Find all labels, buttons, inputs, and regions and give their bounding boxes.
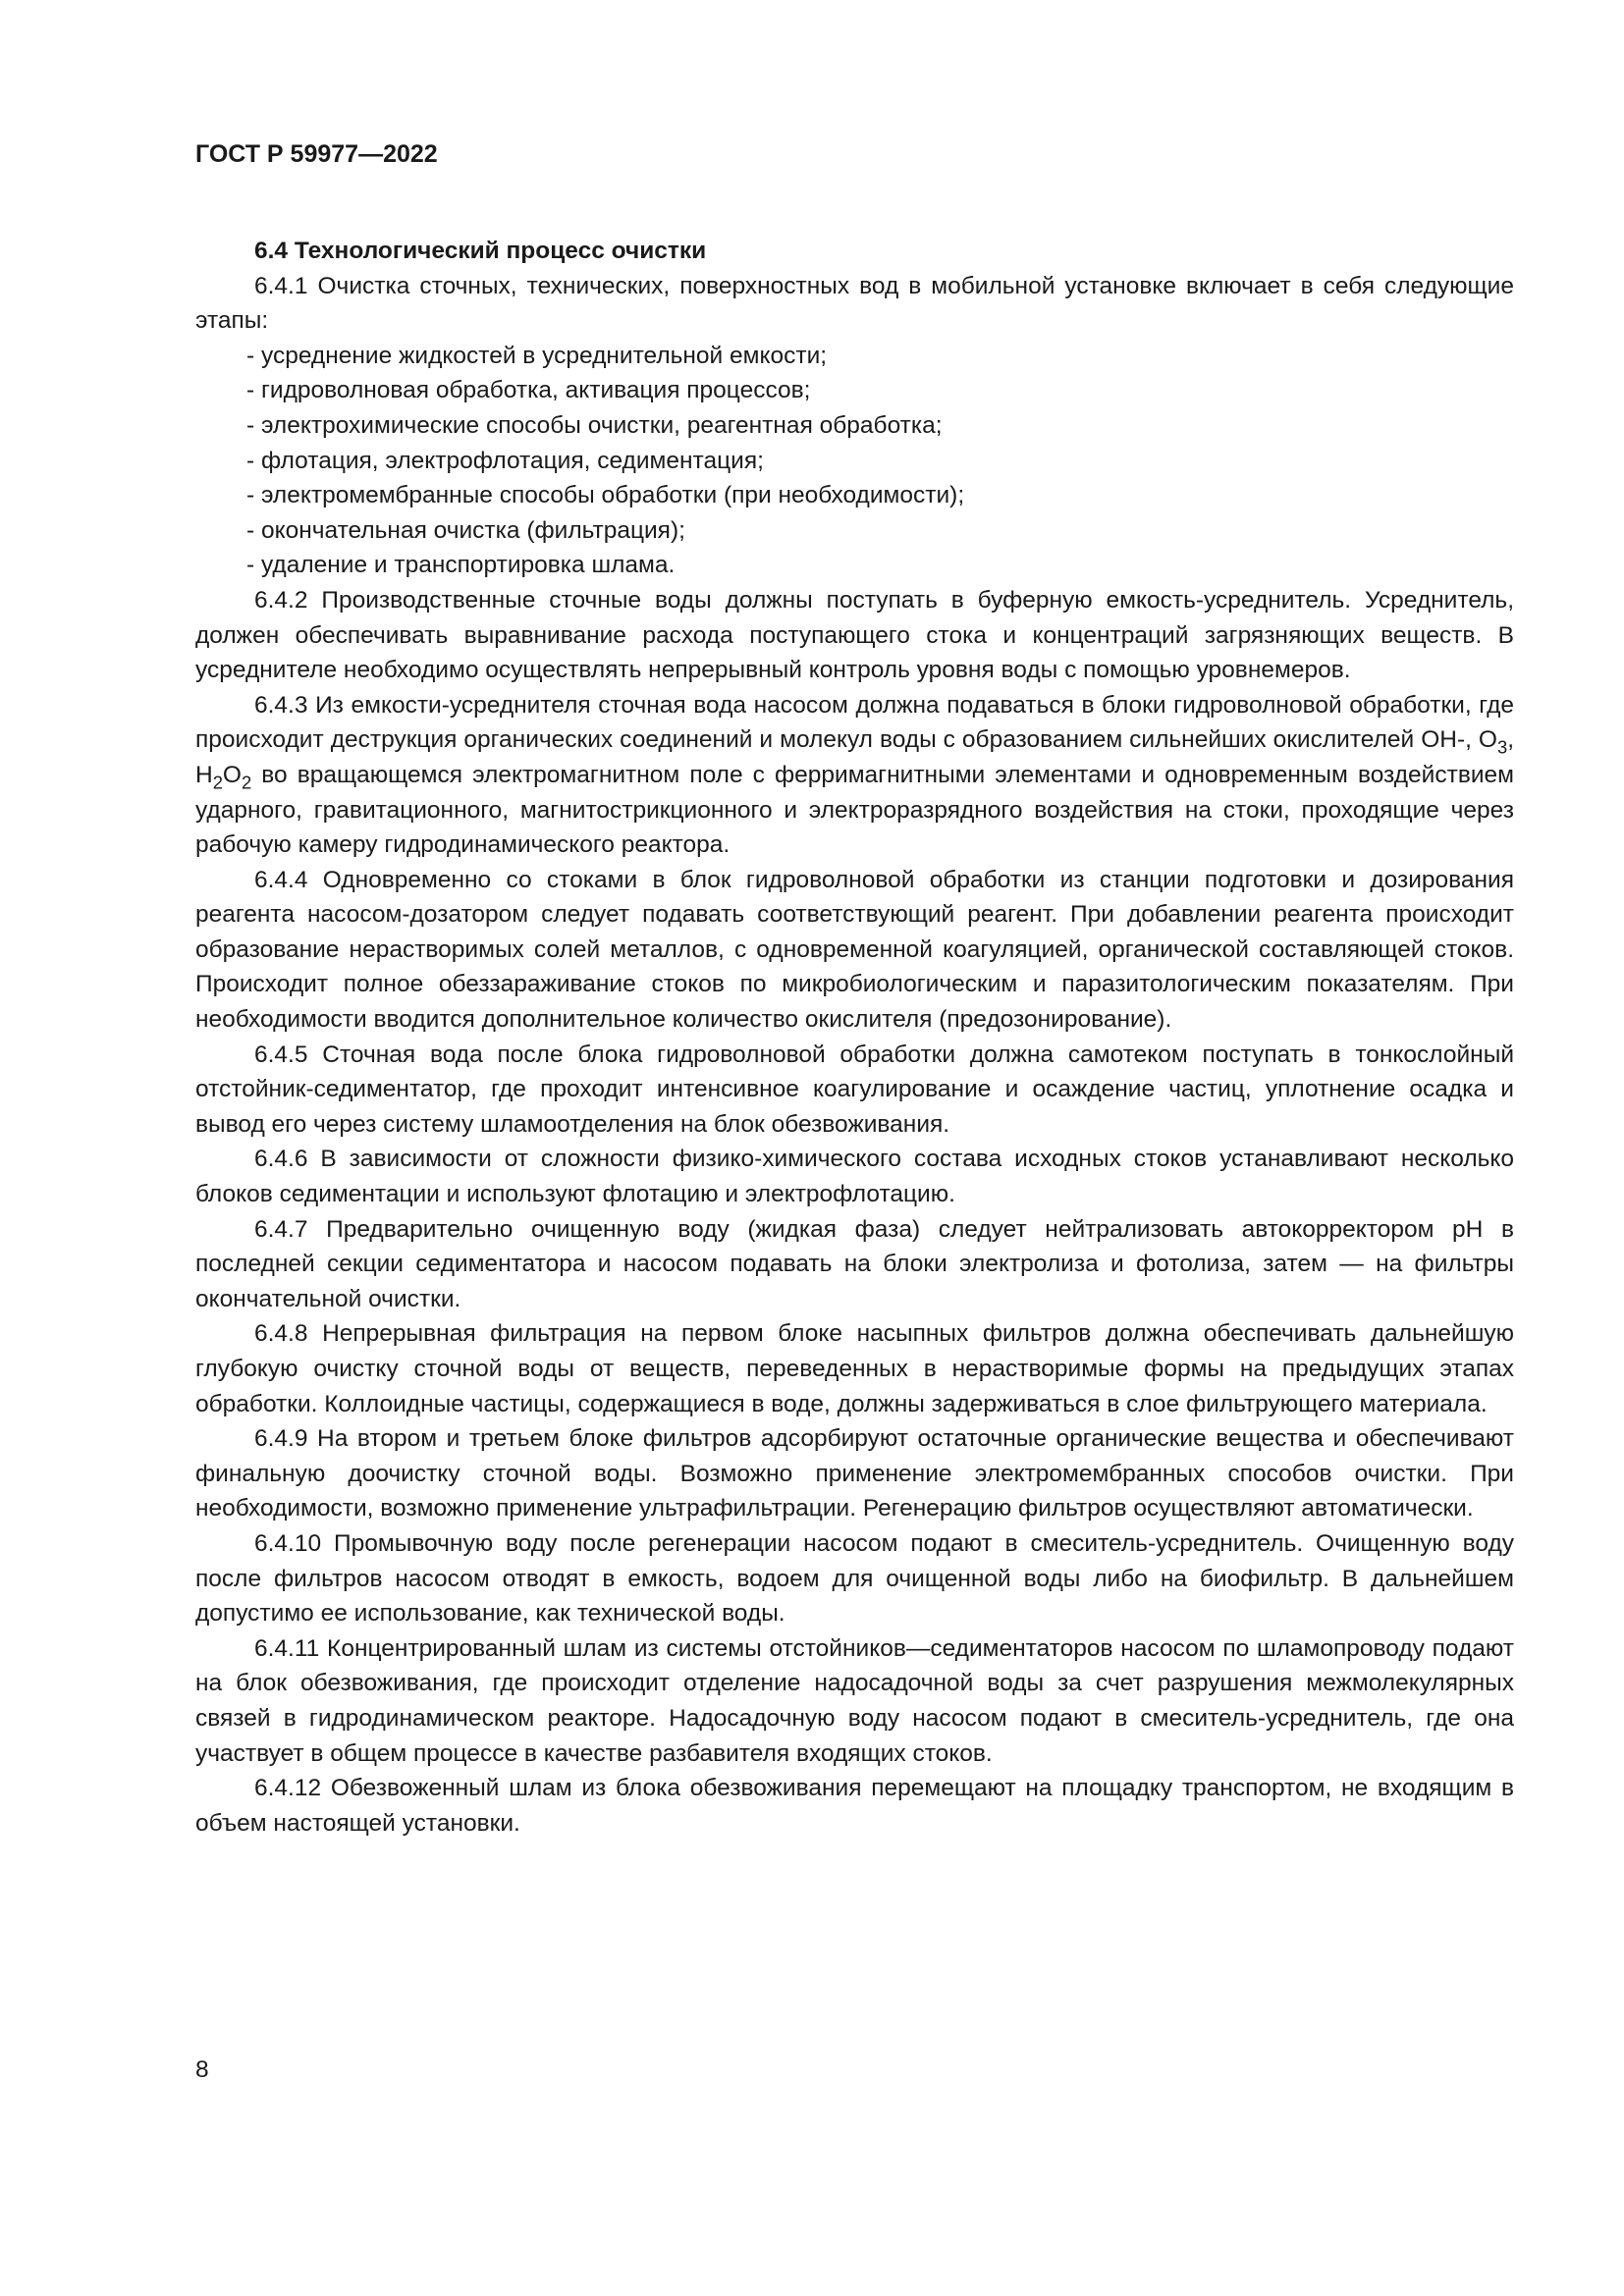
list-item: - гидроволновая обработка, активация процессов; bbox=[195, 373, 1514, 408]
list-item: - удаление и транспортировка шлама. bbox=[195, 548, 1514, 583]
list-item: - флотация, электрофлотация, седиментация; bbox=[195, 444, 1514, 479]
paragraph-6-4-7: 6.4.7 Предварительно очищенную воду (жидкая фаза) следует нейтрализовать автокорректором pH в последней секции седиментатора и насосом подавать на блоки электролиза и фотолиза, затем — на фильтры окончательной очистки. bbox=[195, 1215, 1514, 1312]
page-number: 8 bbox=[195, 2056, 209, 2083]
list-item: - электромембранные способы обработки (при необходимости); bbox=[195, 478, 1514, 513]
subscript-h2: 2 bbox=[212, 772, 223, 793]
subscript-o2: 2 bbox=[241, 772, 252, 793]
paragraph-6-4-5: 6.4.5 Сточная вода после блока гидроволновой обработки должна самотеком поступать в тонкослойный отстойник-седиментатор, где проходит интенсивное коагулирование и осаждение частиц, уплотнение осадка и вывод его через систему шламоотделения на блок обезвоживания. bbox=[195, 1041, 1514, 1138]
paragraph-6-4-12: 6.4.12 Обезвоженный шлам из блока обезвоживания перемещают на площадку транспортом, не входящим в объем настоящей установки. bbox=[195, 1775, 1514, 1837]
paragraph-6-4-1: 6.4.1 Очистка сточных, технических, поверхностных вод в мобильной установке включает в себя следующие этапы: bbox=[195, 272, 1514, 335]
paragraph-6-4-6: 6.4.6 В зависимости от сложности физико-химического состава исходных стоков устанавливают несколько блоков седиментации и используют флотацию и электрофлотацию. bbox=[195, 1146, 1514, 1208]
paragraph-6-4-4: 6.4.4 Одновременно со стоками в блок гидроволновой обработки из станции подготовки и дозирования реагента насосом-дозатором следует подавать соответствующий реагент. При добавлении реагента происходит образование нерастворимых солей металлов, с одновременной коагуляцией, органической составляющей стоков. Происходит полное обеззараживание стоков по микробиологическим и паразитологическим показателям. При необходимости вводится дополнительное количество окислителя (предозонирование). bbox=[195, 866, 1514, 1034]
paragraph-6-4-9: 6.4.9 На втором и третьем блоке фильтров адсорбируют остаточные органические вещества и обеспечивают финальную доочистку сточной воды. Возможно применение электромембранных способов очистки. При необходимости, возможно применение ультрафильтрации. Регенерацию фильтров осуществляют автоматически. bbox=[195, 1425, 1514, 1522]
section-title: 6.4 Технологический процесс очистки bbox=[254, 238, 707, 264]
list-item: - электрохимические способы очистки, реагентная обработка; bbox=[195, 408, 1514, 444]
document-page bbox=[195, 137, 1514, 1841]
process-steps-list bbox=[195, 339, 1514, 583]
paragraph-6-4-8: 6.4.8 Непрерывная фильтрация на первом блоке насыпных фильтров должна обеспечивать дальнейшую глубокую очистку сточной воды от веществ, переведенных в нерастворимые формы на предыдущих этапах обработки. Коллоидные частицы, содержащиеся в воде, должны задерживаться в слое фильтрующего материала. bbox=[195, 1320, 1514, 1417]
paragraph-6-4-3-text-4: во вращающемся электромагнитном поле с ферримагнитными элементами и одновременным воздействием ударного, гравитационного, магнитострикционного и электроразрядного воздействия на стоки, проходящие через рабочую камеру гидродинамического реактора. bbox=[195, 761, 1514, 859]
paragraph-6-4-3-text-1: 6.4.3 Из емкости-усреднителя сточная вода насосом должна подаваться в блоки гидроволновой обработки, где происходит деструкция органических соединений и молекул воды с образованием сильнейших окислителей ОН-, О bbox=[195, 691, 1514, 754]
paragraph-6-4-3-text-2: , Н bbox=[195, 726, 1514, 788]
paragraph-6-4-11: 6.4.11 Концентрированный шлам из системы отстойников—седиментаторов насосом по шламопроводу подают на блок обезвоживания, где происходит отделение надосадочной воды за счет разрушения межмолекулярных связей в гидродинамическом реакторе. Надосадочную воду насосом подают в смеситель-усреднитель, где она участвует в общем процессе в качестве разбавителя входящих стоков. bbox=[195, 1634, 1514, 1767]
document-code: ГОСТ Р 59977—2022 bbox=[195, 140, 438, 168]
paragraph-6-4-3-text-3: О bbox=[222, 761, 242, 788]
paragraph-6-4-2: 6.4.2 Производственные сточные воды должны поступать в буферную емкость-усреднитель. Усреднитель, должен обеспечивать выравнивание расхода поступающего стока и концентраций загрязняющих веществ. В усреднителе необходимо осуществлять непрерывный контроль уровня воды с помощью уровнемеров. bbox=[195, 586, 1514, 684]
paragraph-6-4-3 bbox=[195, 688, 1514, 863]
subscript-o3: 3 bbox=[1496, 736, 1508, 758]
list-item: - усреднение жидкостей в усреднительной емкости; bbox=[195, 339, 1514, 374]
list-item: - окончательная очистка (фильтрация); bbox=[195, 513, 1514, 549]
paragraph-6-4-10: 6.4.10 Промывочную воду после регенерации насосом подают в смеситель-усреднитель. Очищенную воду после фильтров насосом отводят в емкость, водоем для очищенной воды либо на биофильтр. В дальнейшем допустимо ее использование, как технической воды. bbox=[195, 1529, 1514, 1628]
